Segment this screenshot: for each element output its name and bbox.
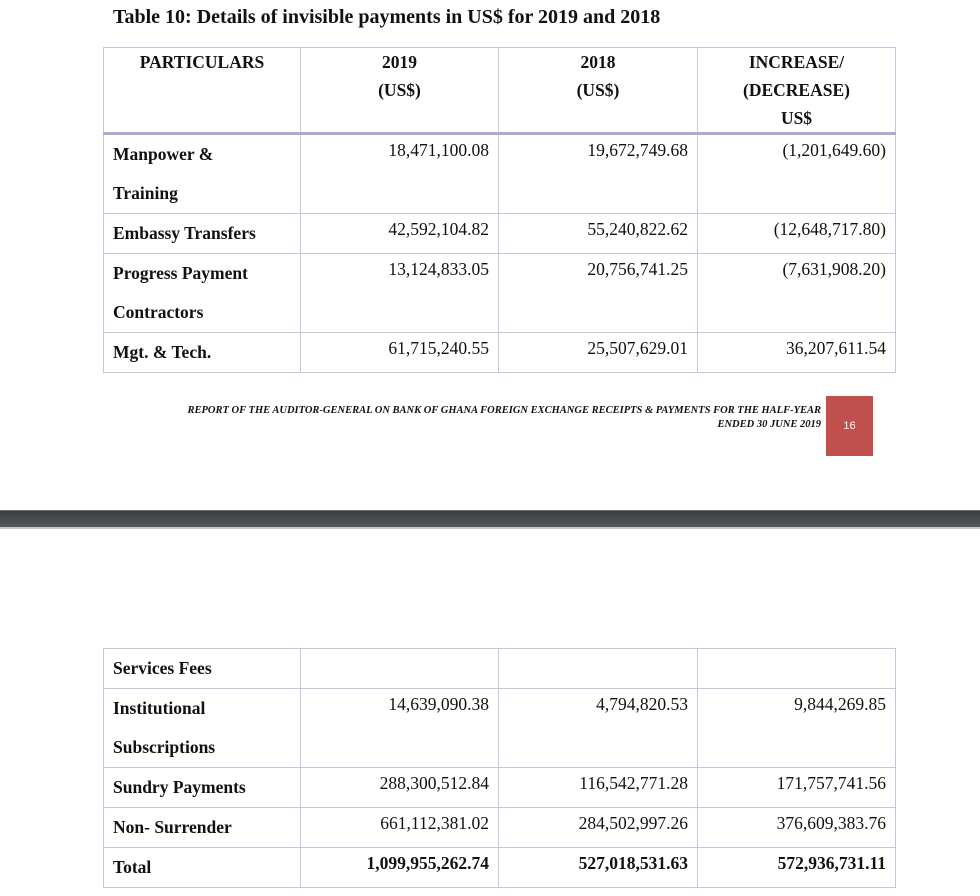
label-line: Subscriptions xyxy=(113,737,216,757)
page-separator xyxy=(0,510,980,529)
label-line: Institutional xyxy=(113,698,206,718)
value-2019: 13,124,833.05 xyxy=(301,254,499,333)
total-label: Total xyxy=(104,848,301,888)
value-change xyxy=(698,649,896,689)
table-title: Table 10: Details of invisible payments in US$ for 2019 and 2018 xyxy=(113,6,661,28)
table-row xyxy=(104,333,896,373)
value-2019: 14,639,090.38 xyxy=(301,689,499,768)
header-unit: (US$) xyxy=(378,80,421,100)
value-2018: 284,502,997.26 xyxy=(499,808,698,848)
value-change: 9,844,269.85 xyxy=(698,689,896,768)
header-text: INCREASE/ xyxy=(748,52,845,72)
footer-line: ENDED 30 JUNE 2019 xyxy=(717,419,821,430)
total-2019: 1,099,955,262.74 xyxy=(301,848,499,888)
value-2019: 661,112,381.02 xyxy=(301,808,499,848)
value-2019: 288,300,512.84 xyxy=(301,768,499,808)
value-2019: 61,715,240.55 xyxy=(301,333,499,373)
header-2018 xyxy=(499,48,698,134)
value-2018: 25,507,629.01 xyxy=(499,333,698,373)
header-text: 2018 xyxy=(580,52,616,72)
value-change: 171,757,741.56 xyxy=(698,768,896,808)
table-row xyxy=(104,254,896,333)
table-row xyxy=(104,808,896,848)
row-label: Non- Surrender xyxy=(104,808,301,848)
header-unit: US$ xyxy=(780,108,813,128)
footer-line: REPORT OF THE AUDITOR-GENERAL ON BANK OF GHANA FOREIGN EXCHANGE RECEIPTS & PAYMENTS FOR THE HALF-YEAR xyxy=(187,405,821,416)
page-footer xyxy=(187,404,821,432)
table-row xyxy=(104,649,896,689)
value-change: (7,631,908.20) xyxy=(698,254,896,333)
value-2018: 116,542,771.28 xyxy=(499,768,698,808)
pdf-page-17 xyxy=(0,529,980,896)
value-2019: 18,471,100.08 xyxy=(301,134,499,214)
value-2018: 20,756,741.25 xyxy=(499,254,698,333)
payments-table-part-2 xyxy=(103,648,896,888)
header-increase-decrease xyxy=(698,48,896,134)
value-2019: 42,592,104.82 xyxy=(301,214,499,254)
total-2018: 527,018,531.63 xyxy=(499,848,698,888)
row-label xyxy=(104,134,301,214)
header-particulars xyxy=(104,48,301,134)
value-2018: 4,794,820.53 xyxy=(499,689,698,768)
row-label xyxy=(104,254,301,333)
total-row xyxy=(104,848,896,888)
table-header-row xyxy=(104,48,896,134)
header-text: 2019 xyxy=(382,52,417,72)
row-label: Mgt. & Tech. xyxy=(104,333,301,373)
header-text: PARTICULARS xyxy=(139,52,265,72)
value-2018: 55,240,822.62 xyxy=(499,214,698,254)
row-label: Sundry Payments xyxy=(104,768,301,808)
header-2019 xyxy=(301,48,499,134)
table-row xyxy=(104,214,896,254)
row-label: Embassy Transfers xyxy=(104,214,301,254)
value-change: 36,207,611.54 xyxy=(698,333,896,373)
header-text: (DECREASE) xyxy=(743,80,850,100)
value-change: (1,201,649.60) xyxy=(698,134,896,214)
value-change: (12,648,717.80) xyxy=(698,214,896,254)
page-number-badge: 16 xyxy=(826,396,873,456)
table-row xyxy=(104,768,896,808)
row-label: Services Fees xyxy=(104,649,301,689)
value-change: 376,609,383.76 xyxy=(698,808,896,848)
table-row xyxy=(104,689,896,768)
value-2019 xyxy=(301,649,499,689)
table-row xyxy=(104,134,896,214)
label-line: Progress Payment xyxy=(113,263,248,283)
payments-table-part-1 xyxy=(103,47,896,373)
header-unit: (US$) xyxy=(576,80,620,100)
label-line: Manpower & xyxy=(113,144,214,164)
value-2018 xyxy=(499,649,698,689)
total-change: 572,936,731.11 xyxy=(698,848,896,888)
value-2018: 19,672,749.68 xyxy=(499,134,698,214)
label-line: Training xyxy=(113,183,178,203)
row-label xyxy=(104,689,301,768)
label-line: Contractors xyxy=(113,302,204,322)
